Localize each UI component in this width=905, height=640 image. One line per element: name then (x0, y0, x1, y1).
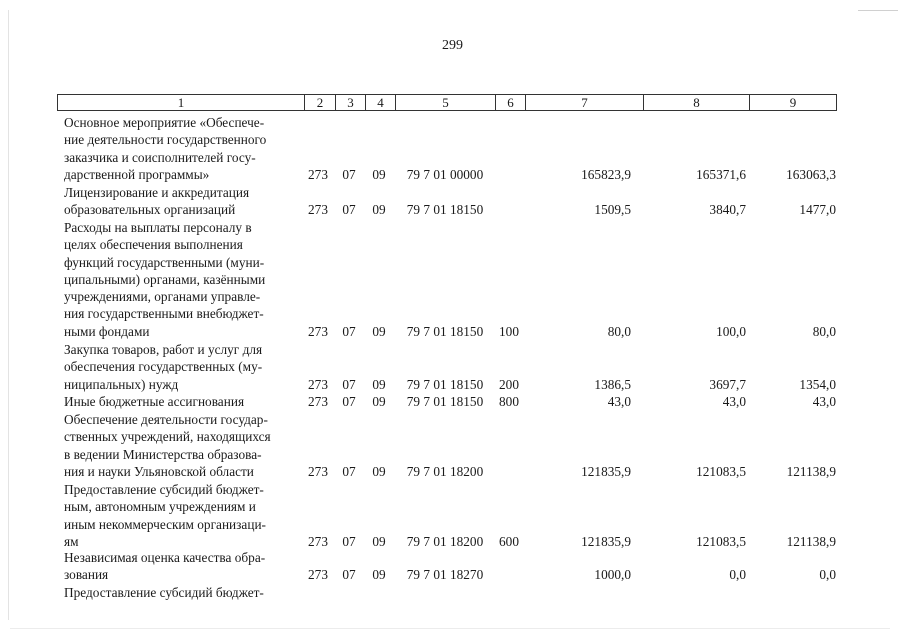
cell-subsection: 09 (372, 167, 386, 182)
cell-amount-col8: 121083,5 (696, 534, 746, 549)
cell-subsection: 09 (372, 324, 386, 339)
cell-ministry-code: 273 (308, 377, 328, 392)
cell-target-article: 79 7 01 18270 (406, 567, 484, 582)
cell-subsection: 09 (372, 394, 386, 409)
cell-target-article: 79 7 01 18200 (406, 464, 484, 479)
cell-section: 07 (342, 377, 356, 392)
header-col-4: 4 (366, 95, 396, 110)
cell-amount-col8: 3697,7 (709, 377, 746, 392)
table-header (57, 94, 837, 111)
cell-ministry-code: 273 (308, 324, 328, 339)
cell-subsection: 09 (372, 464, 386, 479)
header-col-1: 1 (58, 95, 305, 110)
cell-amount-col7: 80,0 (607, 324, 631, 339)
cell-target-article: 79 7 01 00000 (406, 167, 484, 182)
cell-ministry-code: 273 (308, 567, 328, 582)
cell-ministry-code: 273 (308, 464, 328, 479)
cell-section: 07 (342, 567, 356, 582)
cell-amount-col8: 3840,7 (709, 202, 746, 217)
header-col-3: 3 (336, 95, 366, 110)
cell-section: 07 (342, 534, 356, 549)
cell-ministry-code: 273 (308, 394, 328, 409)
cell-amount-col7: 1509,5 (594, 202, 631, 217)
row-description: Иные бюджетные ассигнования (64, 394, 245, 409)
cell-amount-col7: 1386,5 (594, 377, 631, 392)
scan-edge-line (10, 628, 890, 629)
row-description: Лицензирование и аккредитация образовательных организаций (64, 185, 250, 218)
header-col-7: 7 (526, 95, 644, 110)
cell-amount-col7: 121835,9 (581, 534, 631, 549)
cell-ministry-code: 273 (308, 202, 328, 217)
cell-expense-type: 200 (499, 377, 519, 392)
cell-subsection: 09 (372, 567, 386, 582)
cell-ministry-code: 273 (308, 534, 328, 549)
cell-subsection: 09 (372, 202, 386, 217)
cell-amount-col9: 1477,0 (799, 202, 836, 217)
row-description: Предоставление субсидий бюджет- (64, 585, 264, 600)
cell-section: 07 (342, 202, 356, 217)
cell-section: 07 (342, 167, 356, 182)
cell-amount-col8: 100,0 (716, 324, 746, 339)
cell-ministry-code: 273 (308, 167, 328, 182)
cell-section: 07 (342, 324, 356, 339)
cell-target-article: 79 7 01 18150 (406, 377, 484, 392)
header-col-6: 6 (496, 95, 526, 110)
cell-target-article: 79 7 01 18200 (406, 534, 484, 549)
cell-subsection: 09 (372, 377, 386, 392)
cell-amount-col8: 43,0 (722, 394, 746, 409)
cell-amount-col7: 121835,9 (581, 464, 631, 479)
cell-amount-col9: 121138,9 (786, 534, 836, 549)
cell-section: 07 (342, 464, 356, 479)
cell-expense-type: 600 (499, 534, 519, 549)
header-col-5: 5 (396, 95, 496, 110)
cell-amount-col8: 0,0 (729, 567, 746, 582)
cell-amount-col7: 1000,0 (594, 567, 631, 582)
cell-amount-col9: 0,0 (819, 567, 836, 582)
cell-target-article: 79 7 01 18150 (406, 394, 484, 409)
cell-subsection: 09 (372, 534, 386, 549)
cell-expense-type: 100 (499, 324, 519, 339)
cell-amount-col9: 163063,3 (786, 167, 836, 182)
header-col-9: 9 (789, 95, 797, 110)
cell-expense-type: 800 (499, 394, 519, 409)
cell-amount-col8: 121083,5 (696, 464, 746, 479)
row-description: Независимая оценка качества обра- зования (64, 550, 266, 583)
row-description: Закупка товаров, работ и услуг для обеспечения государственных (му- ниципальных) нужд (64, 342, 263, 392)
cell-target-article: 79 7 01 18150 (406, 324, 484, 339)
header-col-8: 8 (644, 95, 750, 110)
scan-edge-line (8, 10, 9, 620)
cell-amount-col9: 43,0 (812, 394, 836, 409)
row-description: Расходы на выплаты персоналу в целях обеспечения выполнения функций государственными (муни- ципальными) органами, казёнными учреждениями, органами управле- ния государственными внебюджет- ными фондами (64, 220, 266, 339)
cell-amount-col7: 43,0 (607, 394, 631, 409)
cell-amount-col9: 80,0 (812, 324, 836, 339)
cell-amount-col9: 1354,0 (799, 377, 836, 392)
cell-section: 07 (342, 394, 356, 409)
cell-amount-col8: 165371,6 (696, 167, 746, 182)
row-description: Обеспечение деятельности государ- ственных учреждений, находящихся в ведении Министерства образова- ния и науки Ульяновской области (64, 412, 271, 479)
scan-edge-mark (858, 10, 898, 11)
page-number: 299 (442, 38, 463, 53)
cell-target-article: 79 7 01 18150 (406, 202, 484, 217)
row-description: Предоставление субсидий бюджет- ным, автономным учреждениям и иным некоммерческим организаци- ям (64, 482, 266, 549)
header-col-2: 2 (305, 95, 336, 110)
row-description: Основное мероприятие «Обеспече- ние деятельности государственного заказчика и соисполнителей госу- дарственной программы» (64, 115, 267, 182)
cell-amount-col9: 121138,9 (786, 464, 836, 479)
cell-amount-col7: 165823,9 (581, 167, 631, 182)
